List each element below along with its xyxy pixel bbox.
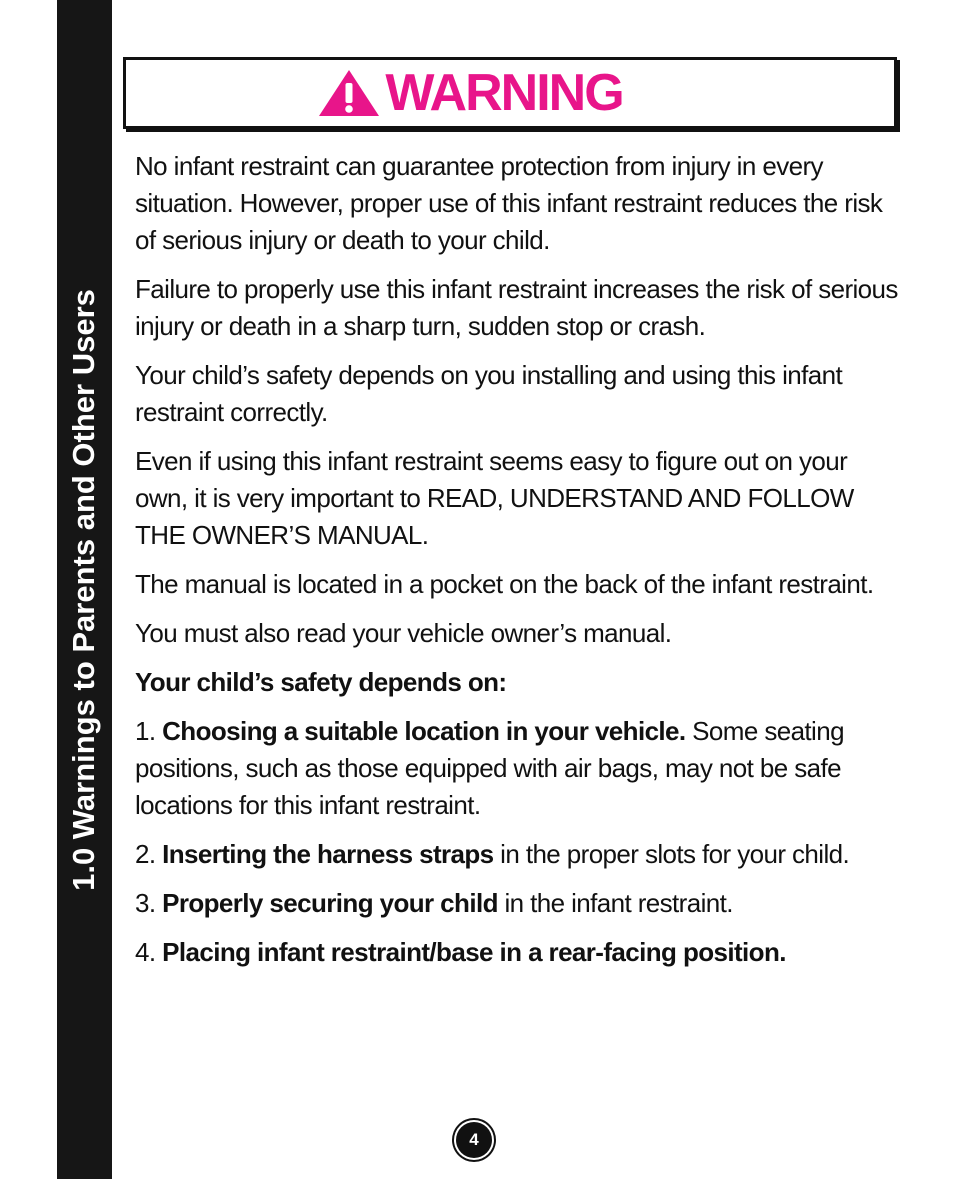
list-item-bold: Inserting the harness straps	[162, 839, 494, 869]
paragraph: Your child’s safety depends on you installing and using this infant restraint correctly.	[135, 360, 843, 427]
safety-heading	[135, 664, 905, 701]
section-tab-label: 1.0 Warnings to Parents and Other Users	[66, 289, 101, 891]
warning-triangle-icon	[317, 68, 381, 118]
warning-header-inner	[317, 64, 623, 122]
safety-heading-text: Your child’s safety depends on:	[135, 667, 507, 697]
paragraph: Failure to properly use this infant restraint increases the risk of serious injury or death in a sharp turn, sudden stop or crash.	[135, 274, 898, 341]
list-item	[135, 713, 905, 824]
list-item-number: 4.	[135, 937, 163, 967]
paragraph: The manual is located in a pocket on the back of the infant restraint.	[135, 569, 874, 599]
list-item-number: 3.	[135, 888, 163, 918]
list-item-number: 1.	[135, 716, 163, 746]
list-item	[135, 934, 905, 971]
list-item	[135, 836, 905, 873]
main-content	[135, 148, 905, 983]
warning-title: WARNING	[385, 64, 623, 122]
list-item-bold: Properly securing your child	[162, 888, 498, 918]
list-item-number: 2.	[135, 839, 163, 869]
list-item-text: in the proper slots for your child.	[493, 839, 850, 869]
paragraph: You must also read your vehicle owner’s manual.	[135, 618, 672, 648]
paragraph: No infant restraint can guarantee protection from injury in every situation. However, proper use of this infant restraint reduces the risk of serious injury or death to your child.	[135, 151, 883, 255]
list-item-bold: Choosing a suitable location in your vehicle.	[162, 716, 686, 746]
list-item-text: in the infant restraint.	[497, 888, 733, 918]
list-item-bold: Placing infant restraint/base in a rear-facing position.	[162, 937, 786, 967]
warning-header	[123, 57, 897, 129]
page-number: 4	[456, 1122, 492, 1158]
list-item	[135, 885, 905, 922]
paragraph: Even if using this infant restraint seems easy to figure out on your own, it is very important to READ, UNDERSTAND AND FOLLOW THE OWNER’S MANUAL.	[135, 446, 854, 550]
list-item-text: Some seating positions, such as those equipped with air bags, may not be safe locations for this infant restraint.	[135, 716, 844, 820]
